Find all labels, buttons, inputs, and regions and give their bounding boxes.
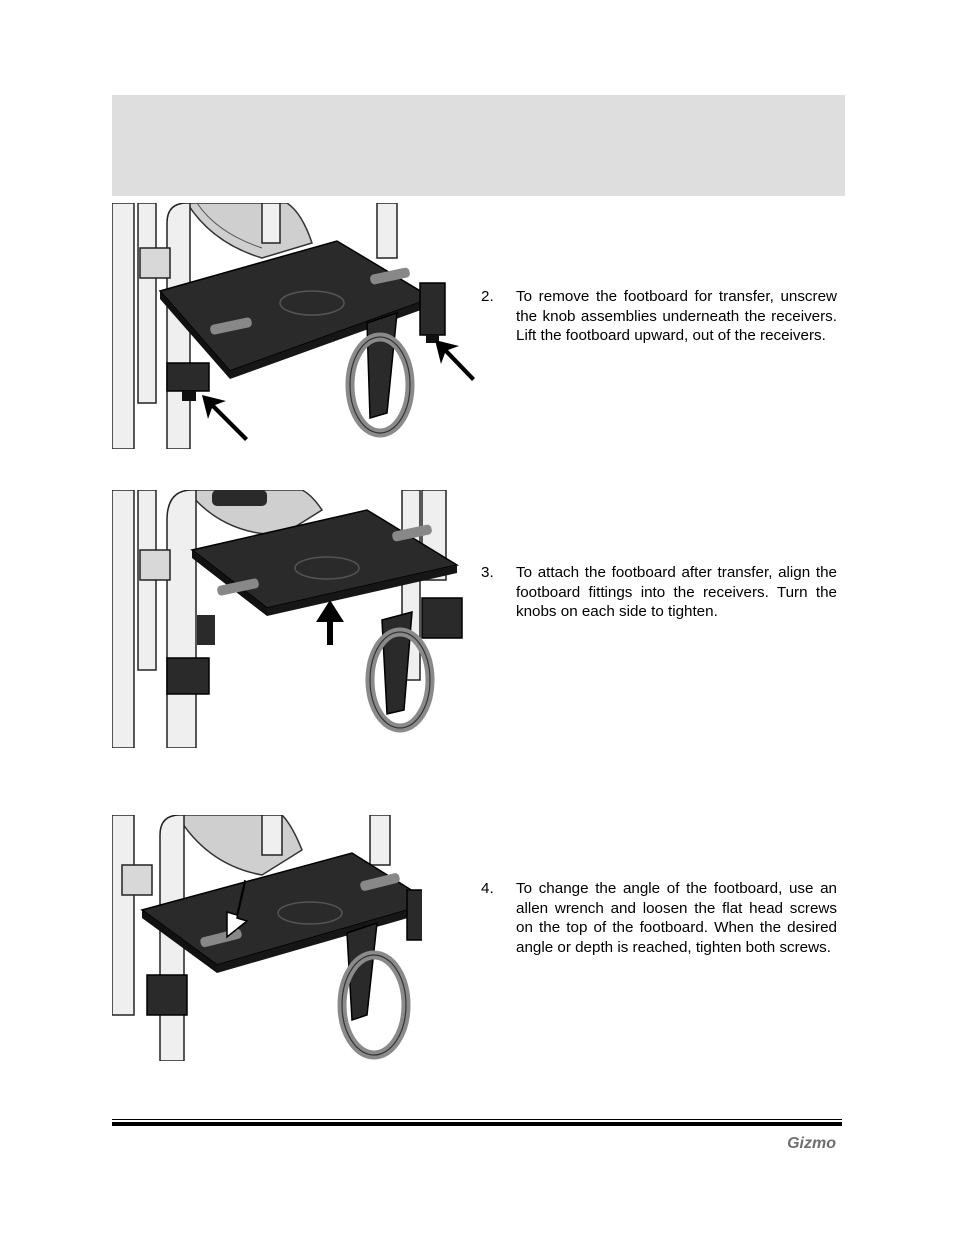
header-band [112, 95, 845, 196]
step-text: To attach the footboard after transfer, align the footboard fittings into the receivers. Turn the knobs on each side to tighten. [516, 564, 837, 621]
step-text: To change the angle of the footboard, use an allen wrench and loosen the flat head screws on the top of the footboard. When the desired angle or depth is reached, tighten both screws. [516, 880, 837, 957]
step-3 [481, 563, 837, 622]
footer-rule-thick [112, 1122, 842, 1126]
footboard-removal-illustration [112, 203, 477, 449]
step-4 [481, 879, 837, 958]
footboard-angle-illustration [112, 815, 422, 1061]
footboard-attach-illustration [112, 490, 467, 748]
step-number: 2. [481, 288, 494, 305]
step-2 [481, 287, 837, 346]
footer-brand: Gizmo [787, 1135, 836, 1152]
footer-rule-thin [112, 1119, 842, 1120]
step-number: 3. [481, 564, 494, 581]
step-number: 4. [481, 880, 494, 897]
step-text: To remove the footboard for transfer, unscrew the knob assemblies underneath the receivers. Lift the footboard upward, out of the receivers. [516, 288, 837, 345]
